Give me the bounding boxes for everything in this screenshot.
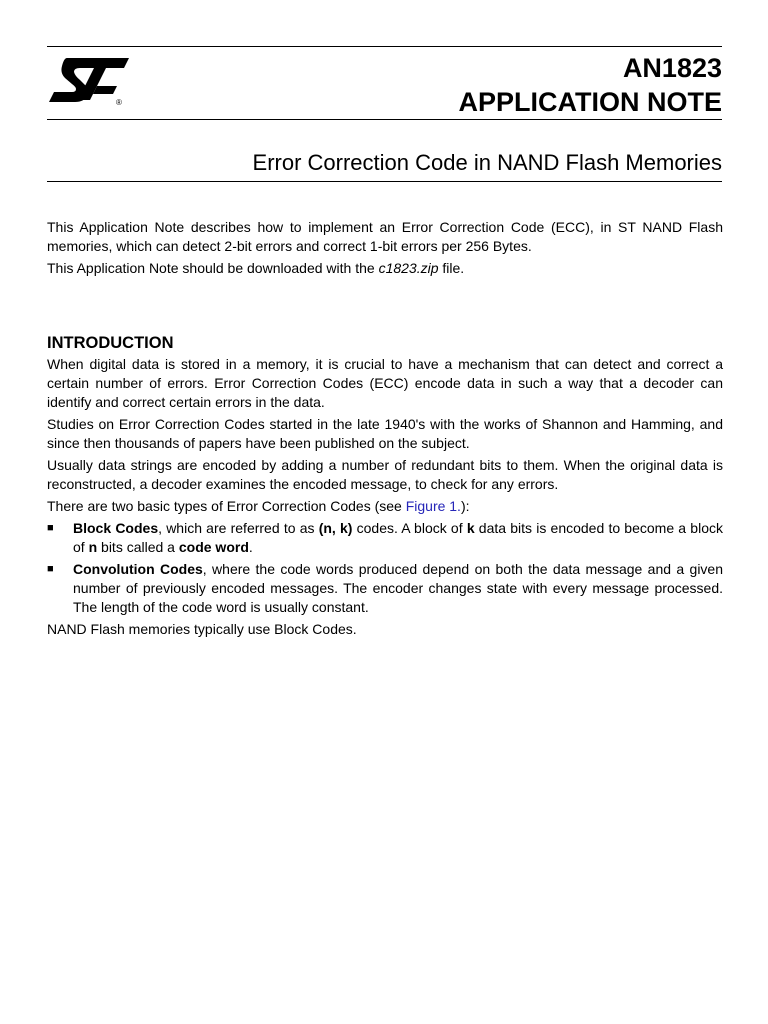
- list-item: [47, 560, 723, 617]
- top-rule: [47, 46, 722, 47]
- nk-term: (n, k): [318, 520, 353, 536]
- header-rule: [47, 119, 722, 120]
- block-codes-text: [73, 519, 723, 557]
- block-codes-term: Block Codes: [73, 520, 159, 536]
- convolution-codes-text: [73, 560, 723, 617]
- document-type: APPLICATION NOTE: [458, 87, 722, 117]
- summary-section: [47, 218, 723, 281]
- title-rule: [47, 181, 722, 182]
- zip-filename: c1823.zip: [378, 260, 439, 276]
- intro-paragraph: Usually data strings are encoded by adding a number of redundant bits to them. When the original data is reconstructed, a decoder examines the encoded message, to check for any errors.: [47, 457, 723, 492]
- introduction-heading: INTRODUCTION: [47, 334, 174, 352]
- bullet-square-icon: ■: [47, 563, 54, 575]
- types-prefix: There are two basic types of Error Correction Codes (see: [47, 498, 406, 514]
- figure-1-link[interactable]: Figure 1.: [405, 498, 461, 514]
- download-prefix: This Application Note should be downloaded with the: [47, 260, 379, 276]
- bullet-text: , where the code words produced depend on both the data message and a given number of previously encoded messages. The encoder changes state with every message processed. The length of the code word is usually constant.: [73, 561, 724, 615]
- intro-paragraph: Studies on Error Correction Codes started in the late 1940's with the works of Shannon and Hamming, and since then thousands of papers have been published on the subject.: [47, 416, 723, 451]
- bullet-text: codes. A block of: [352, 520, 467, 536]
- st-logo: [47, 54, 131, 110]
- code-word-term: code word: [178, 539, 249, 555]
- document-title: Error Correction Code in NAND Flash Memories: [252, 150, 722, 175]
- bullet-text: , which are referred to as: [158, 520, 319, 536]
- intro-paragraph: NAND Flash memories typically use Block Codes.: [47, 621, 357, 637]
- summary-paragraph: This Application Note describes how to implement an Error Correction Code (ECC), in ST NAND Flash memories, which can detect 2-bit errors and correct 1-bit errors per 256 Bytes.: [47, 219, 723, 254]
- list-item: [47, 519, 723, 557]
- download-suffix: file.: [438, 260, 465, 276]
- bullet-square-icon: ■: [47, 522, 54, 534]
- intro-paragraph: [47, 497, 723, 516]
- bullet-text: bits called a: [97, 539, 179, 555]
- download-paragraph: [47, 259, 723, 278]
- types-suffix: ):: [460, 498, 470, 514]
- document-number: AN1823: [622, 53, 722, 83]
- n-term: n: [88, 539, 98, 555]
- convolution-codes-term: Convolution Codes: [73, 561, 203, 577]
- intro-paragraph: When digital data is stored in a memory, it is crucial to have a mechanism that can detect and correct a certain number of errors. Error Correction Codes (ECC) encode data in such a way that a decoder can identify and correct certain errors in the data.: [47, 356, 723, 410]
- k-term: k: [466, 520, 475, 536]
- introduction-section: [47, 355, 723, 642]
- bullet-text: .: [248, 539, 253, 555]
- svg-text:®: ®: [116, 98, 122, 107]
- bullet-text: data bits is encoded to become a block of: [73, 520, 723, 555]
